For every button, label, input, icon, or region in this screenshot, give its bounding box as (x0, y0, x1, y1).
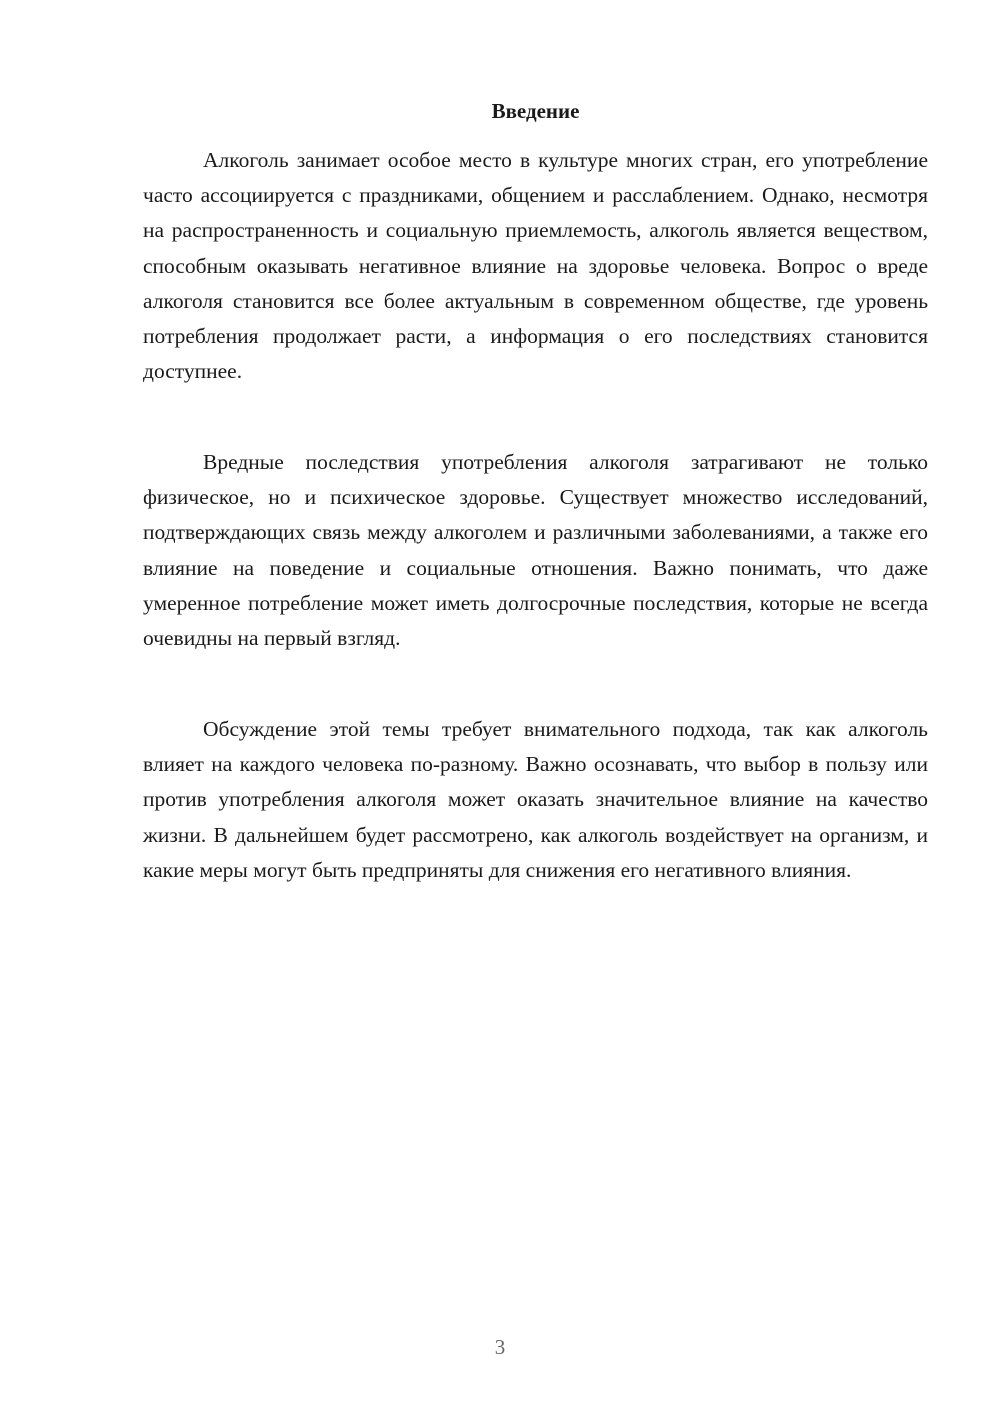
paragraph: Алкоголь занимает особое место в культуре многих стран, его употребление часто ассоциируется с праздниками, общением и расслаблением. Однако, несмотря на распространенность и социальную приемлемость, алкоголь является веществом, способным оказывать негативное влияние на здоровье человека. Вопрос о вреде алкоголя становится все более актуальным в современном обществе, где уровень потребления продолжает расти, а информация о его последствиях становится доступнее. (143, 148, 928, 384)
section-heading: Введение (491, 99, 580, 123)
paragraph: Вредные последствия употребления алкоголя затрагивают не только физическое, но и психическое здоровье. Существует множество исследований, подтверждающих связь между алкоголем и различными заболеваниями, а также его влияние на поведение и социальные отношения. Важно понимать, что даже умеренное потребление может иметь долгосрочные последствия, которые не всегда очевидны на первый взгляд. (143, 450, 928, 651)
page-number: 3 (494, 1335, 506, 1359)
paragraph: Обсуждение этой темы требует внимательного подхода, так как алкоголь влияет на каждого человека по-разному. Важно осознавать, что выбор в пользу или против употребления алкоголя может оказать значительное влияние на качество жизни. В дальнейшем будет рассмотрено, как алкоголь воздействует на организм, и какие меры могут быть предприняты для снижения его негативного влияния. (143, 717, 928, 882)
